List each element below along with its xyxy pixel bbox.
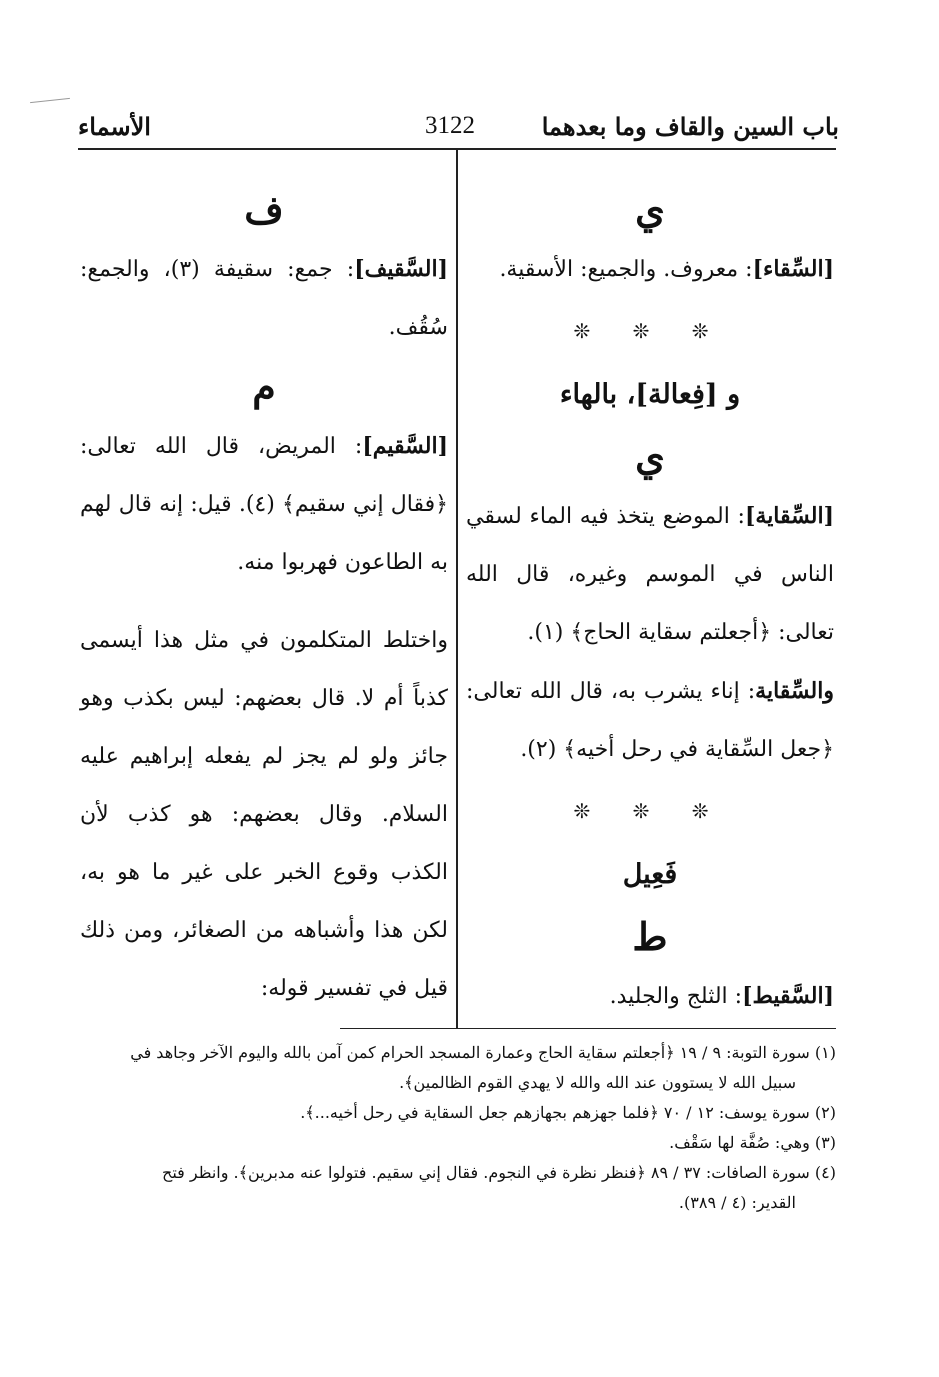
footnote-line: (٣) وهي: صُفَّة لها سَقْف. [669,1133,836,1152]
entry-head: [السِّقاية] [744,503,834,529]
separator-stars: ❊ ❊ ❊ [573,799,727,823]
entry-text: : إناء يشرب به، قال الله تعالى: ﴿جعل السِّقاية في رحل أخيه﴾ (٢). [466,679,834,762]
entry-head: [السَّقيط] [742,983,834,1009]
footnote-line: القدير: (٤ / ٣٨٩). [678,1193,796,1212]
footnote-line: سبيل الله لا يستوون عند الله والله لا يهدي القوم الظالمين﴾. [399,1073,796,1092]
footnote-line: (٢) سورة يوسف: ١٢ / ٧٠ ﴿فلما جهزهم بجهازهم جعل السقاية في رحل أخيه...﴾. [300,1103,836,1122]
footnote-line: (١) سورة التوبة: ٩ / ١٩ ﴿أجعلتم سقاية الحاج وعمارة المسجد الحرام كمن آمن بالله واليوم الآخر وجاهد في [130,1043,836,1062]
entry [466,240,834,299]
pattern-subheading: و [فِعالة]، بالهاء [559,379,741,410]
page-number: 3122 [425,112,475,139]
footnotes [78,1038,836,1218]
entry-text: : الموضع يتخذ فيه الماء لسقي الناس في الموسم وغيره، قال الله تعالى: ﴿أجعلتم سقاية الحاج﴾ (١). [466,504,834,645]
entry-head: والسِّقاية [755,678,834,704]
entry [80,417,448,592]
margin-mark [30,98,70,103]
entry-text: : جمع: سقيفة (٣)، والجمع: سُقُف. [80,257,448,340]
entry-text: : الثلج والجليد. [609,984,743,1009]
entry [466,967,834,1026]
separator-stars: ❊ ❊ ❊ [573,319,727,343]
entry [466,487,834,662]
column-divider [456,150,458,1028]
letter-heading: ي [635,434,665,479]
letter-heading: ي [635,187,665,232]
entry-text: : معروف. والجميع: الأسقية. [499,257,753,282]
running-head-chapter: باب السين والقاف وما بعدهما [541,112,839,141]
entry [466,662,834,779]
entry-head: [السَّقيف] [354,256,448,282]
commentary-paragraph: واختلط المتكلمون في مثل هذا أيسمى كذباً أم لا. قال بعضهم: ليس بكذب وهو جائز ولو لم يجز لم يفعله إبراهيم عليه السلام. وقال بعضهم: هو كذب لأن الكذب وقوع الخبر على غير ما هو به، لكن هذا وأشباهه من الصغائر، ومن ذلك قيل في تفسير قوله: [80,628,448,1001]
letter-heading: م [252,364,276,409]
pattern-heading: فَعِيل [622,859,678,890]
letter-heading: ط [632,914,668,959]
footnote-rule [340,1028,836,1029]
entry [80,240,448,357]
left-column [80,180,448,1018]
footnote-line: (٤) سورة الصافات: ٣٧ / ٨٩ ﴿فنظر نظرة في النجوم. فقال إني سقيم. فتولوا عنه مدبرين﴾. وانظر فتح [162,1163,836,1182]
right-column [466,180,834,1026]
letter-heading: ف [244,187,284,232]
entry-head: [السِّقاء] [752,256,834,282]
entry-text: : المريض، قال الله تعالى: ﴿فقال إني سقيم﴾ (٤). قيل: إنه قال لهم به الطاعون فهربوا منه. [80,434,449,575]
entry-head: [السَّقيم] [362,433,448,459]
running-head-section: الأسماء [78,112,151,141]
